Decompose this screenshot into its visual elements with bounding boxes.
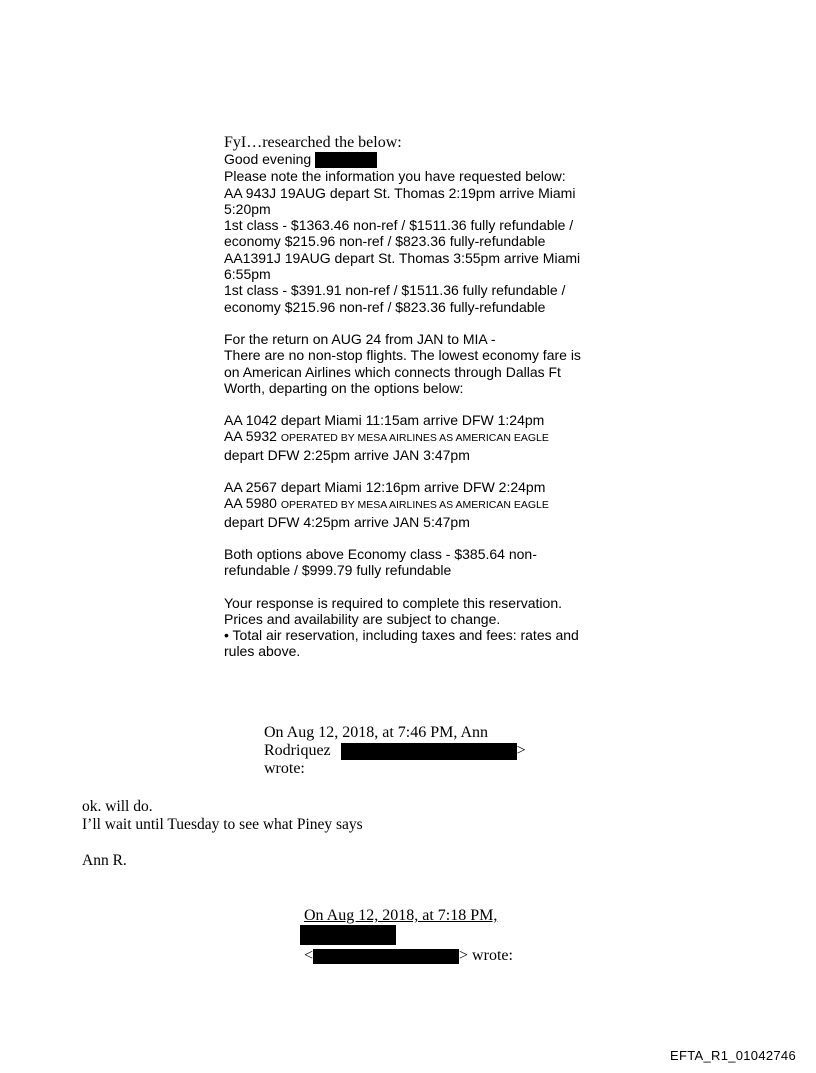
reply-header-line-1: On Aug 12, 2018, at 7:18 PM, (304, 907, 498, 924)
redaction-bar (315, 152, 377, 168)
greeting-text: Good evening (224, 151, 312, 167)
ann-sender-name: Rodriquez (264, 742, 331, 759)
route1-leg2 (224, 428, 594, 446)
both-options-line-2: refundable / $999.79 fully refundable (224, 562, 452, 579)
return-line-2: There are no non-stop flights. The lowest economy fare is (224, 347, 581, 364)
both-options-line-1: Both options above Economy class - $385.64 non- (224, 545, 537, 562)
closing-line-1: Your response is required to complete this reservation. (224, 594, 562, 611)
ann-header-line-2 (264, 742, 526, 760)
return-line-3: on American Airlines which connects through Dallas Ft (224, 363, 561, 380)
redaction-bar (313, 949, 459, 964)
redaction-bar (300, 925, 396, 945)
route1-leg2-time: depart DFW 2:25pm arrive JAN 3:47pm (224, 446, 470, 463)
ann-reply-body (82, 798, 363, 834)
reply-header-line-3 (304, 947, 513, 965)
ann-header-line-1: On Aug 12, 2018, at 7:46 PM, Ann (264, 724, 489, 741)
ann-email-end: > (516, 742, 526, 759)
reply-header-line-2 (304, 925, 513, 945)
redaction-bar (341, 743, 517, 760)
reply-email-start: < (304, 947, 314, 964)
closing-line-4: rules above. (224, 643, 301, 660)
quoted-header-ann (264, 724, 526, 778)
ann-header-line-3: wrote: (264, 760, 305, 777)
option2-fare-first: 1st class - $391.91 non-ref / $1511.36 fully refundable / (224, 282, 566, 299)
ann-body-line-2: I’ll wait until Tuesday to see what Piney says (82, 816, 363, 833)
ann-body-line-1: ok. will do. (82, 798, 153, 815)
option2-time: 6:55pm (224, 266, 271, 283)
spacer (224, 530, 594, 546)
route1-leg2-operator: OPERATED BY MESA AIRLINES AS AMERICAN EAGLE (280, 432, 549, 445)
ann-signature: Ann R. (82, 852, 127, 869)
reply-wrote: > wrote: (459, 947, 513, 964)
greeting-line (224, 151, 594, 168)
route2-leg2-operator: OPERATED BY MESA AIRLINES AS AMERICAN EAGLE (280, 499, 549, 512)
spacer (224, 463, 594, 479)
route1-leg1: AA 1042 depart Miami 11:15am arrive DFW 1:24pm (224, 412, 545, 429)
return-line-4: Worth, departing on the options below: (224, 379, 464, 396)
route2-leg2-time: depart DFW 4:25pm arrive JAN 5:47pm (224, 513, 470, 530)
fyi-line: FyI…researched the below: (224, 134, 402, 151)
route2-leg1: AA 2567 depart Miami 12:16pm arrive DFW 2:24pm (224, 479, 546, 496)
route2-leg2 (224, 495, 594, 513)
option1-time: 5:20pm (224, 200, 271, 217)
route2-leg2-code: AA 5980 (224, 495, 277, 512)
travel-agent-email (224, 134, 594, 660)
spacer (224, 579, 594, 595)
option1-fare-economy: economy $215.96 non-ref / $823.36 fully-refundable (224, 233, 546, 250)
option1-flight: AA 943J 19AUG depart St. Thomas 2:19pm arrive Miami (224, 184, 576, 201)
spacer (224, 396, 594, 412)
return-line-1: For the return on AUG 24 from JAN to MIA - (224, 330, 496, 347)
option2-flight: AA1391J 19AUG depart St. Thomas 3:55pm arrive Miami (224, 249, 581, 266)
closing-line-2: Prices and availability are subject to change. (224, 610, 501, 627)
option2-fare-economy: economy $215.96 non-ref / $823.36 fully-refundable (224, 298, 546, 315)
route1-leg2-code: AA 5932 (224, 428, 277, 445)
spacer (224, 315, 594, 331)
option1-fare-first: 1st class - $1363.46 non-ref / $1511.36 fully refundable / (224, 217, 574, 234)
closing-line-3: • Total air reservation, including taxes and fees: rates and (224, 627, 579, 644)
document-id: EFTA_R1_01042746 (670, 1048, 796, 1063)
quoted-header-earlier (304, 907, 513, 965)
intro-line: Please note the information you have requested below: (224, 168, 566, 185)
